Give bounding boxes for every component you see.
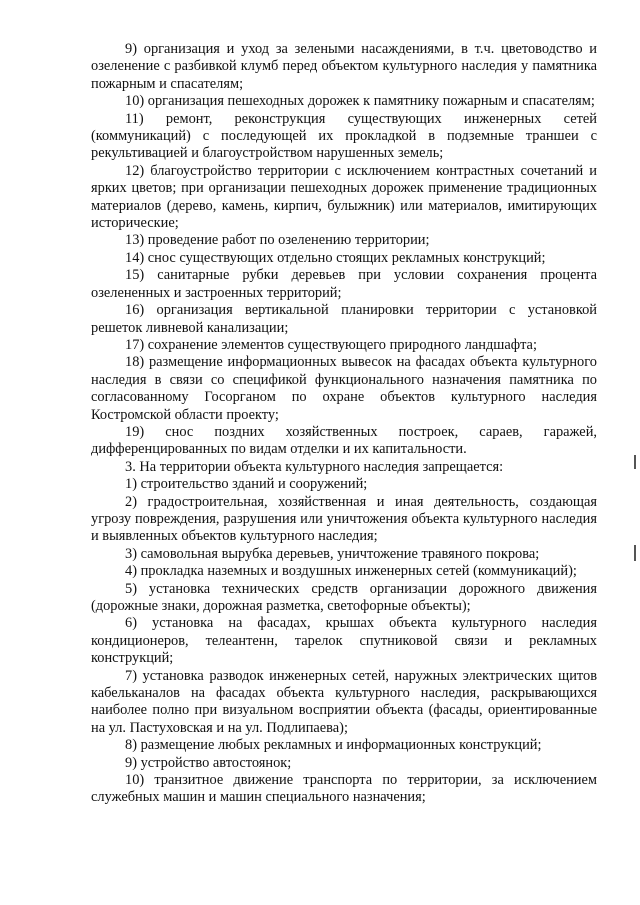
document-paragraph: 4) прокладка наземных и воздушных инженерных сетей (коммуникаций); [125, 563, 577, 580]
document-paragraph: 10) транзитное движение транспорта по территории, за исключением служебных машин и машин специального назначения; [91, 772, 597, 806]
document-page [91, 41, 597, 807]
document-paragraph: 3) самовольная вырубка деревьев, уничтожение травяного покрова; [125, 545, 540, 562]
document-paragraph: 17) сохранение элементов существующего природного ландшафта; [125, 336, 537, 353]
document-paragraph: 14) снос существующих отдельно стоящих рекламных конструкций; [125, 249, 546, 266]
document-paragraph: 19) снос поздних хозяйственных построек, сараев, гаражей, дифференцированных по видам отделки и их капитальности. [91, 423, 597, 458]
document-paragraph: 18) размещение информационных вывесок на фасадах объекта культурного наследия в связи со спецификой функционального назначения памятника по согласованному Госорганом по охране объектов культурного наследия Костромской области проекту; [91, 354, 597, 423]
scan-edge-mark [634, 455, 636, 469]
document-paragraph: 1) строительство зданий и сооружений; [125, 476, 368, 493]
document-paragraph: 9) организация и уход за зелеными насаждениями, в т.ч. цветоводство и озеленение с разбивкой клумб перед объектом культурного наследия у памятника пожарным и спасателям; [91, 41, 597, 92]
document-paragraph: 3. На территории объекта культурного наследия запрещается: [125, 458, 504, 475]
document-paragraph: 9) устройство автостоянок; [125, 754, 292, 771]
document-paragraph: 7) установка разводок инженерных сетей, наружных электрических щитов кабельканалов на фасадах объекта культурного наследия, раскрывающихся наиболее полно при визуальном восприятии объекта (фасады, ориентированные на ул. Пастуховская и на ул. Подлипаева); [91, 667, 597, 736]
document-paragraph: 6) установка на фасадах, крышах объекта культурного наследия кондиционеров, телеантенн, тарелок спутниковой связи и рекламных конструкций; [91, 615, 597, 667]
document-paragraph: 5) установка технических средств организации дорожного движения (дорожные знаки, дорожная разметка, светофорные объекты); [91, 580, 597, 614]
document-paragraph: 8) размещение любых рекламных и информационных конструкций; [125, 737, 542, 754]
document-paragraph: 10) организация пешеходных дорожек к памятнику пожарным и спасателям; [125, 93, 595, 110]
scan-edge-mark [634, 545, 636, 561]
document-paragraph: 11) ремонт, реконструкция существующих инженерных сетей (коммуникаций) с последующей их прокладкой в подземные траншеи с рекультивацией и благоустройством нарушенных земель; [91, 110, 597, 162]
document-paragraph: 16) организация вертикальной планировки территории с установкой решеток ливневой канализации; [91, 302, 597, 336]
document-paragraph: 12) благоустройство территории с исключением контрастных сочетаний и ярких цветов; при организации пешеходных дорожек применение традиционных материалов (дерево, камень, кирпич, булыжник) или материалов, имитирующих исторические; [91, 162, 597, 232]
document-paragraph: 15) санитарные рубки деревьев при условии сохранения процента озелененных и застроенных территорий; [91, 267, 597, 301]
document-paragraph: 13) проведение работ по озеленению территории; [125, 232, 430, 249]
document-paragraph: 2) градостроительная, хозяйственная и иная деятельность, создающая угрозу повреждения, разрушения или уничтожения объекта культурного наследия и выявленных объектов культурного наследия; [91, 493, 597, 545]
